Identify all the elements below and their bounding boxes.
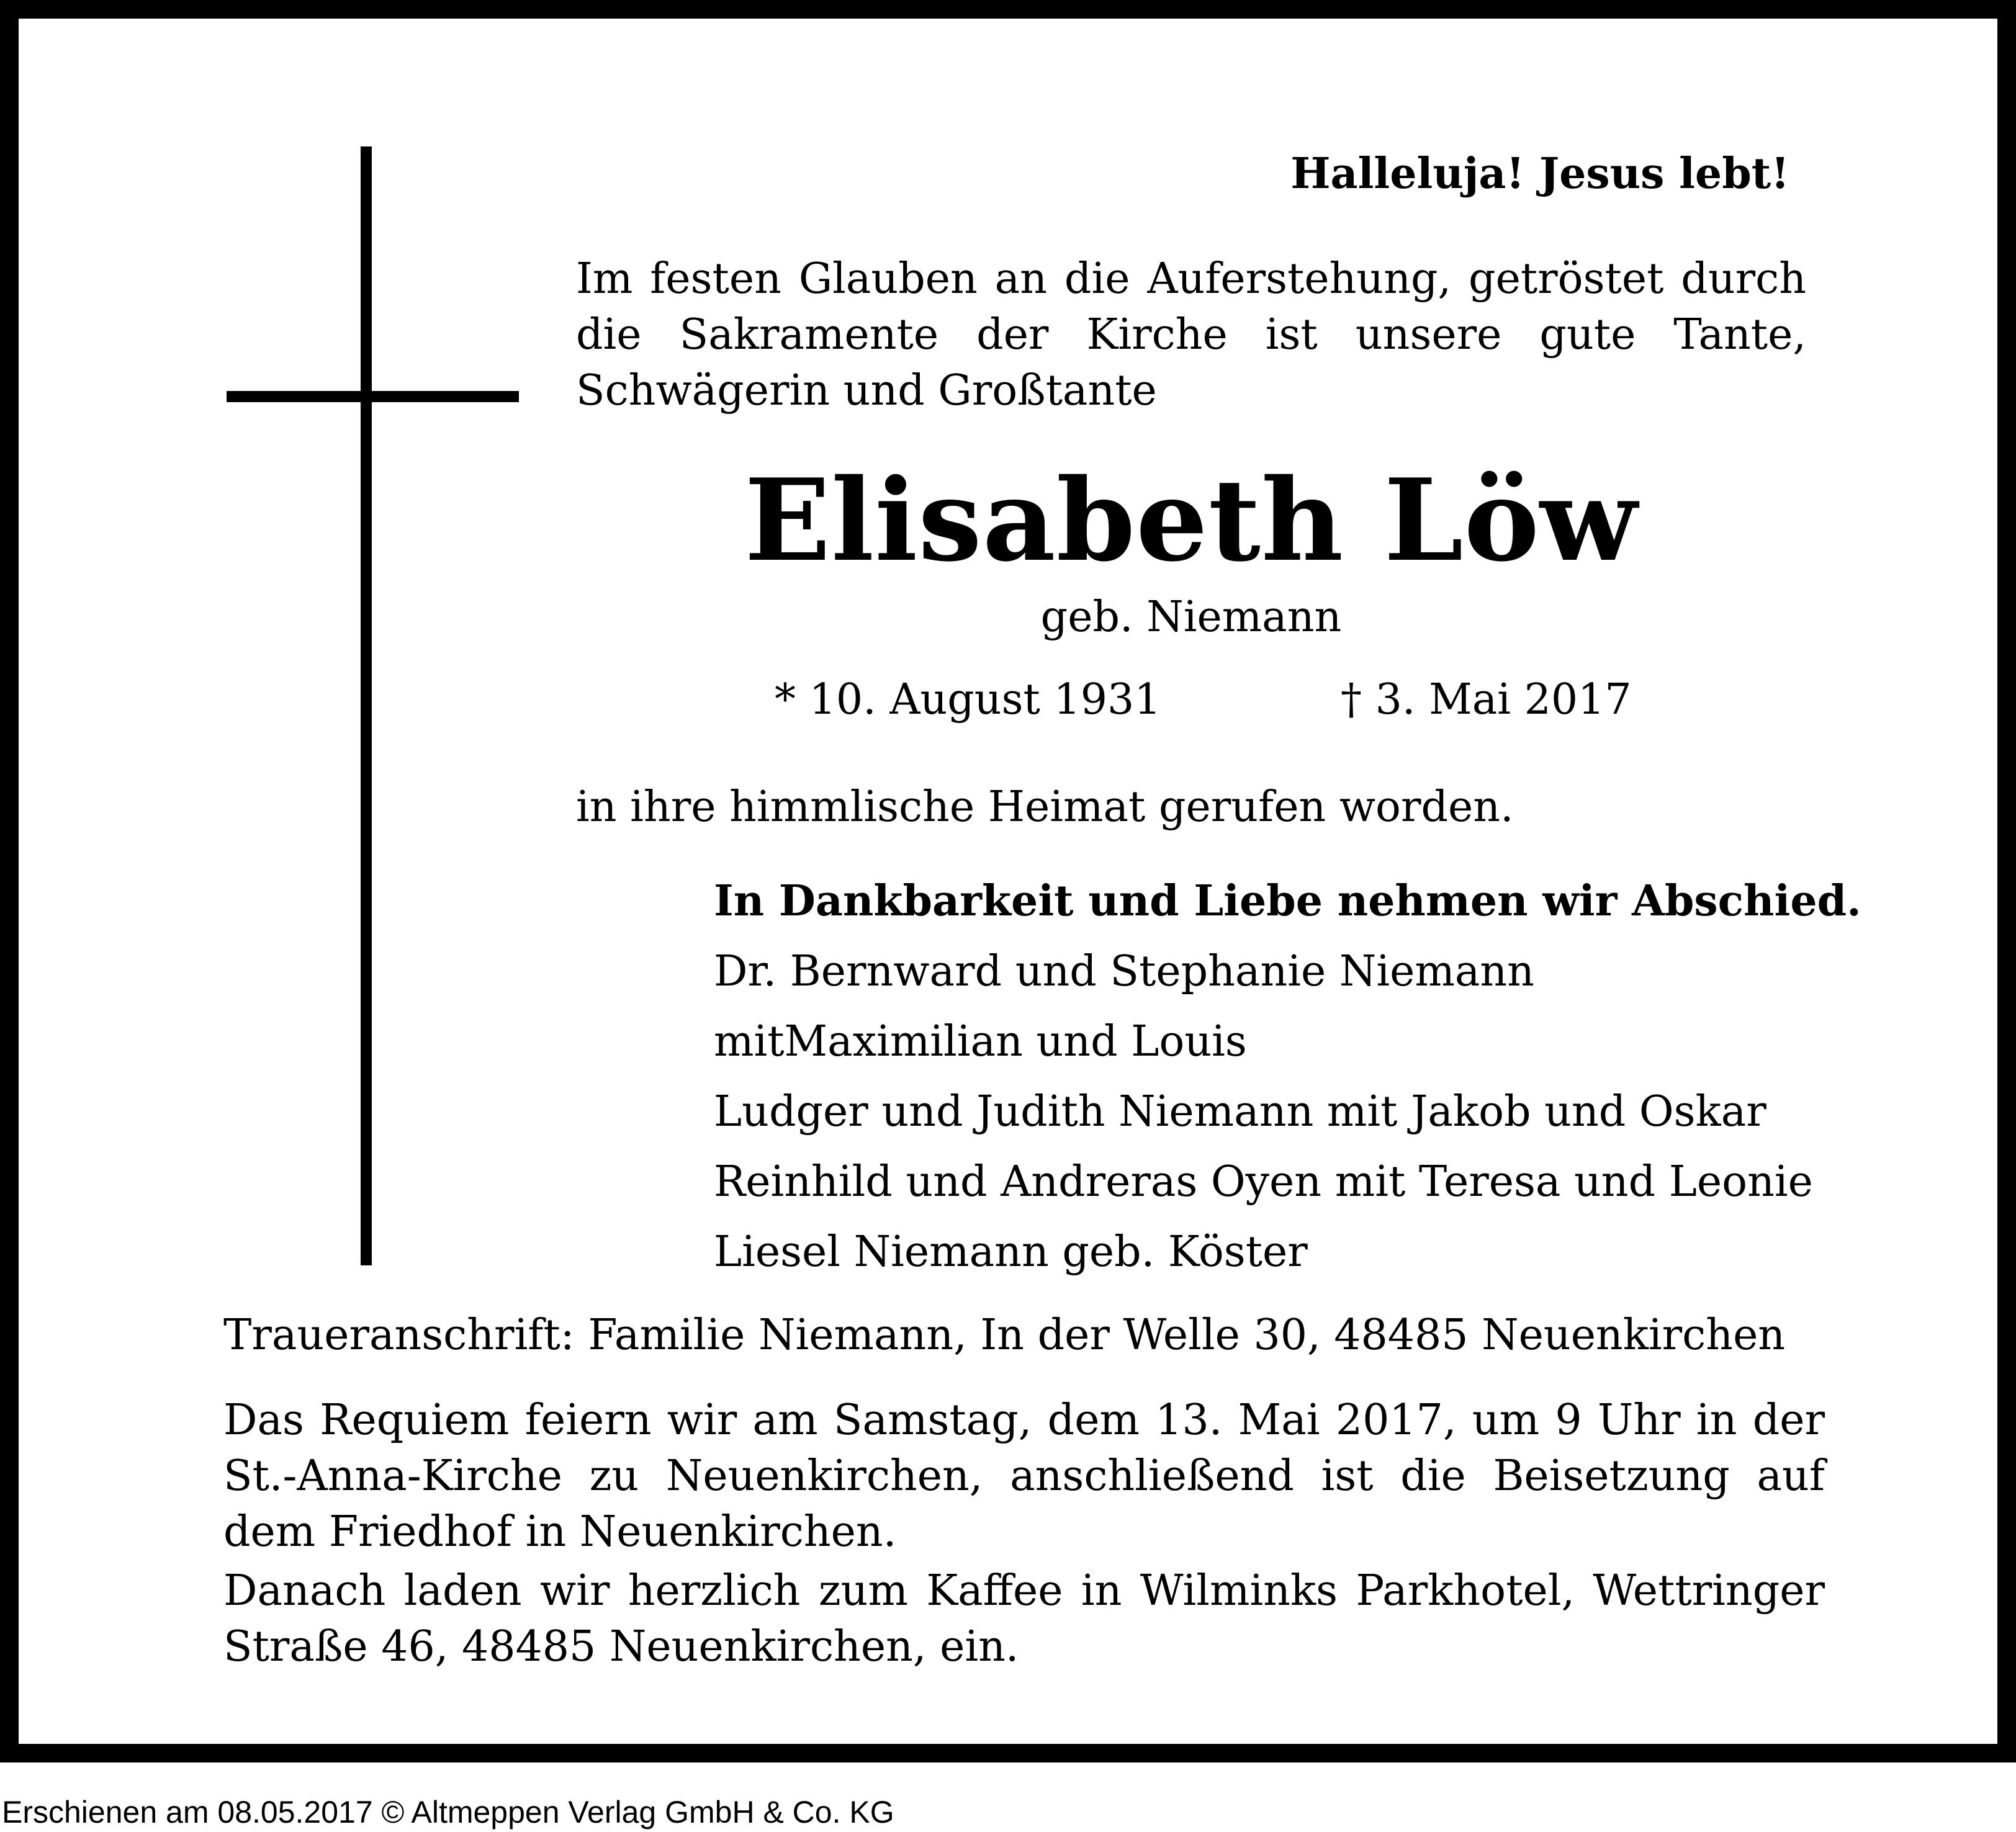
maiden-name: geb. Niemann [1040,593,1342,642]
mourner-entry: Liesel Niemann geb. Köster [714,1228,1308,1277]
cross-vertical-bar [361,146,372,1265]
mourner-entry: Reinhild und Andreras Oyen mit Teresa und Leonie [714,1157,1813,1206]
cross-horizontal-bar [227,391,519,402]
birth-date: * 10. August 1931 [775,675,1161,724]
mourning-address: Traueranschrift: Familie Niemann, In der Welle 30, 48485 Neuenkirchen [223,1311,1786,1360]
called-home-text: in ihre himmlische Heimat gerufen worden. [576,783,1514,832]
requiem-info: Das Requiem feiern wir am Samstag, dem 13. Mai 2017, um 9 Uhr in der St.-Anna-Kirche zu Neuenkirchen, anschließend ist die Beisetzung auf dem Friedhof in Neuenkirchen. [223,1396,1825,1556]
mourner-entry: Dr. Bernward und Stephanie Niemann [714,947,1534,996]
deceased-name: Elisabeth Löw [744,454,1638,586]
coffee-invitation: Danach laden wir herzlich zum Kaffee in Wilminks Parkhotel, Wettringer Straße 46, 48485 Neuenkirchen, ein. [223,1566,1825,1671]
mourners-heading: In Dankbarkeit und Liebe nehmen wir Abschied. [714,876,1861,926]
mourners-list [714,866,1861,1287]
death-date: † 3. Mai 2017 [1341,675,1632,724]
publication-footer: Erschienen am 08.05.2017 © Altmeppen Verlag GmbH & Co. KG [2,1795,894,1830]
mourner-entry: mitMaximilian und Louis [714,1017,1247,1066]
mourner-entry: Ludger und Judith Niemann mit Jakob und Oskar [714,1087,1766,1136]
intro-text: Im festen Glauben an die Auferstehung, getröstet durch die Sakramente der Kirche ist unsere gute Tante, Schwägerin und Großtante [576,254,1806,415]
motto-heading: Halleluja! Jesus lebt! [1290,149,1789,199]
